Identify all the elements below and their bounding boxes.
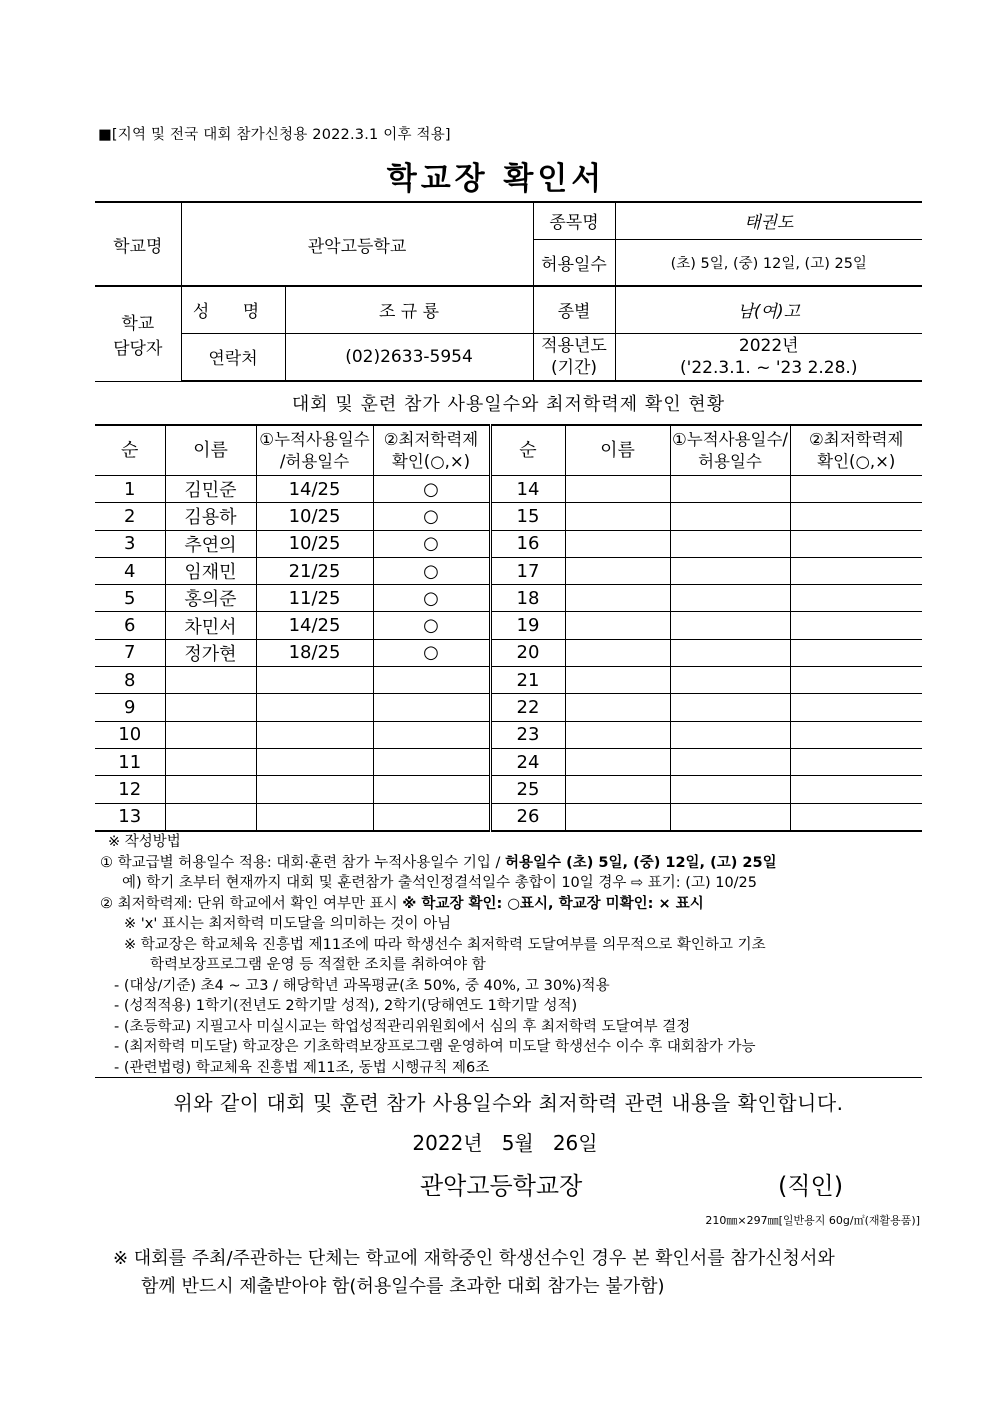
detail-2: - (성적적용) 1학기(전년도 2학기말 성적), 2학기(당해연도 1학기말 성적) xyxy=(114,998,578,1014)
cell-days2 xyxy=(670,667,790,694)
paper-spec: 210㎜×297㎜[일반용지 60g/㎡(재활용품)] xyxy=(705,1214,920,1227)
cell-days: 14/25 xyxy=(256,612,373,639)
cell-days xyxy=(256,721,373,748)
col-no-header: 순 xyxy=(95,425,165,476)
col-days2-header-line1: ①누적사용일수/ xyxy=(672,429,788,449)
cell-days2 xyxy=(670,748,790,775)
cell-days: 21/25 xyxy=(256,557,373,584)
cell-name2 xyxy=(565,612,670,639)
name-value: 조 규 룡 xyxy=(285,286,533,333)
cell-days2 xyxy=(670,639,790,666)
cell-check: ○ xyxy=(373,557,490,584)
cell-check: ○ xyxy=(373,476,490,503)
note-1-example: 예) 학기 초부터 현재까지 대회 및 훈련참가 출석인정결석일수 총합이 10일 경우 ⇨ 표기: (고) 10/25 xyxy=(122,875,758,891)
cell-name2 xyxy=(565,557,670,584)
cell-name2 xyxy=(565,503,670,530)
cell-no2: 18 xyxy=(490,585,565,612)
name-label: 성 명 xyxy=(181,286,285,333)
col-academic2-header-line2: 확인(○,×) xyxy=(817,451,896,471)
cell-no: 7 xyxy=(95,639,165,666)
cell-days xyxy=(256,667,373,694)
detail-1: - (대상/기준) 초4 ~ 고3 / 해당학년 과목평균(초 50%, 중 40%, 고 30%)적용 xyxy=(114,977,610,994)
cell-no2: 23 xyxy=(490,721,565,748)
notes-divider xyxy=(95,1077,922,1078)
cell-check xyxy=(373,776,490,803)
col-days2-header xyxy=(670,425,790,476)
cell-check2 xyxy=(790,476,922,503)
note-2-text: ② 최저학력제: 단위 학교에서 확인 여부만 표시 xyxy=(100,895,403,912)
cell-check2 xyxy=(790,803,922,831)
cell-check2 xyxy=(790,748,922,775)
cell-check2 xyxy=(790,639,922,666)
table-row xyxy=(95,776,922,803)
cell-no2: 25 xyxy=(490,776,565,803)
cell-name2 xyxy=(565,667,670,694)
cell-check xyxy=(373,748,490,775)
cell-no: 10 xyxy=(95,721,165,748)
manager-label xyxy=(95,286,181,381)
note-1 xyxy=(100,853,777,874)
cell-name xyxy=(165,667,256,694)
cell-no: 6 xyxy=(95,612,165,639)
cell-name: 임재민 xyxy=(165,557,256,584)
cell-name: 홍의준 xyxy=(165,585,256,612)
col-days-header-line2: /허용일수 xyxy=(279,451,350,471)
table-row xyxy=(95,639,922,666)
cell-no2: 15 xyxy=(490,503,565,530)
cell-no: 11 xyxy=(95,748,165,775)
cell-name xyxy=(165,694,256,721)
cell-days2 xyxy=(670,721,790,748)
cell-no: 2 xyxy=(95,503,165,530)
info-table xyxy=(95,201,922,382)
col-academic2-header-line1: ②최저학력제 xyxy=(809,429,904,449)
notes-heading: ※ 작성방법 xyxy=(108,834,181,850)
cell-no: 9 xyxy=(95,694,165,721)
sport-value: 태권도 xyxy=(615,202,922,239)
cell-days2 xyxy=(670,503,790,530)
note-2-duty-1: ※ 학교장은 학교체육 진흥법 제11조에 따라 학생선수 최저학력 도달여부를 의무적으로 확인하고 기초 xyxy=(124,936,766,953)
cell-check2 xyxy=(790,667,922,694)
col-academic2-header xyxy=(790,425,922,476)
seal-label: (직인) xyxy=(778,1172,844,1200)
cell-check2 xyxy=(790,721,922,748)
days-label: 허용일수 xyxy=(533,239,615,286)
table-row xyxy=(95,503,922,530)
table-row xyxy=(95,612,922,639)
cell-days: 18/25 xyxy=(256,639,373,666)
footer-line-1: ※ 대회를 주최/주관하는 단체는 학교에 재학중인 학생선수인 경우 본 확인서를 참가신청서와 xyxy=(113,1248,835,1269)
note-1-text: ① 학교급별 허용일수 적용: 대회·훈련 참가 누적사용일수 기입 / xyxy=(100,854,506,871)
cell-days2 xyxy=(670,530,790,557)
year-label xyxy=(533,333,615,381)
detail-5: - (관련법령) 학교체육 진흥법 제11조, 동법 시행규칙 제6조 xyxy=(114,1059,490,1076)
date: 2022년 5월 26일 xyxy=(412,1131,598,1155)
document-title: 학교장 확인서 xyxy=(386,161,606,197)
cell-days2 xyxy=(670,612,790,639)
cell-name xyxy=(165,776,256,803)
cell-days2 xyxy=(670,776,790,803)
cell-no: 3 xyxy=(95,530,165,557)
year-value xyxy=(615,333,922,381)
table-row xyxy=(95,667,922,694)
cell-days xyxy=(256,748,373,775)
year-label-line2: (기간) xyxy=(550,357,598,378)
cell-days: 10/25 xyxy=(256,530,373,557)
col-academic-header-line1: ②최저학력제 xyxy=(383,429,479,449)
cell-check2 xyxy=(790,503,922,530)
note-1-bold: 허용일수 (초) 5일, (중) 12일, (고) 25일 xyxy=(505,854,777,871)
cell-check: ○ xyxy=(373,585,490,612)
sport-label: 종목명 xyxy=(533,202,615,239)
cell-no2: 24 xyxy=(490,748,565,775)
manager-label-line1: 학교 xyxy=(121,313,155,334)
detail-3: - (초등학교) 지필고사 미실시교는 학업성적관리위원회에서 심의 후 최저학력 도달여부 결정 xyxy=(114,1018,691,1035)
note-2-x: ※ 'x' 표시는 최저학력 미도달을 의미하는 것이 아님 xyxy=(124,916,452,932)
table-row xyxy=(95,748,922,775)
table-row xyxy=(95,557,922,584)
cell-no: 4 xyxy=(95,557,165,584)
cell-check: ○ xyxy=(373,639,490,666)
school-label: 학교명 xyxy=(95,202,181,286)
cell-check xyxy=(373,667,490,694)
table-row xyxy=(95,476,922,503)
cell-check2 xyxy=(790,694,922,721)
cell-days2 xyxy=(670,476,790,503)
col-days-header xyxy=(256,425,373,476)
table-row xyxy=(95,803,922,831)
cell-check2 xyxy=(790,585,922,612)
cell-name xyxy=(165,803,256,831)
cell-days xyxy=(256,803,373,831)
col-days-header-line1: ①누적사용일수 xyxy=(259,429,370,449)
gender-label: 종별 xyxy=(533,286,615,333)
manager-label-line2: 담당자 xyxy=(113,338,163,359)
header-note: ■[지역 및 전국 대회 참가신청용 2022.3.1 이후 적용] xyxy=(98,127,451,143)
note-2-duty-2: 학력보장프로그램 운영 등 적절한 조치를 취하여야 함 xyxy=(150,957,486,973)
gender-value: 남(여)고 xyxy=(615,286,922,333)
year-label-line1: 적용년도 xyxy=(541,335,607,356)
cell-check xyxy=(373,803,490,831)
cell-days: 11/25 xyxy=(256,585,373,612)
contact-label: 연락처 xyxy=(181,333,285,381)
cell-name: 정가현 xyxy=(165,639,256,666)
table-row xyxy=(95,721,922,748)
notes-block xyxy=(100,832,777,1078)
cell-name2 xyxy=(565,721,670,748)
cell-check: ○ xyxy=(373,503,490,530)
cell-days2 xyxy=(670,803,790,831)
cell-days2 xyxy=(670,585,790,612)
cell-no: 8 xyxy=(95,667,165,694)
detail-4: - (최저학력 미도달) 학교장은 기초학력보장프로그램 운영하여 미도달 학생선수 이수 후 대회참가 가능 xyxy=(114,1039,756,1055)
footer-line-2: 함께 반드시 제출받아야 함(허용일수를 초과한 대회 참가는 불가함) xyxy=(141,1276,665,1297)
cell-name2 xyxy=(565,776,670,803)
cell-days xyxy=(256,776,373,803)
cell-days: 10/25 xyxy=(256,503,373,530)
cell-no: 12 xyxy=(95,776,165,803)
cell-name: 차민서 xyxy=(165,612,256,639)
cell-name2 xyxy=(565,639,670,666)
col-academic-header-line2: 확인(○,×) xyxy=(391,451,471,471)
confirm-text: 위와 같이 대회 및 훈련 참가 사용일수와 최저학력 관련 내용을 확인합니다. xyxy=(173,1091,844,1115)
cell-check2 xyxy=(790,530,922,557)
col-no2-header: 순 xyxy=(490,425,565,476)
cell-days2 xyxy=(670,557,790,584)
contact-value: (02)2633-5954 xyxy=(285,333,533,381)
cell-no2: 14 xyxy=(490,476,565,503)
note-2 xyxy=(100,894,777,915)
cell-no: 5 xyxy=(95,585,165,612)
school-value: 관악고등학교 xyxy=(181,202,533,286)
cell-name2 xyxy=(565,748,670,775)
cell-no2: 20 xyxy=(490,639,565,666)
cell-no: 1 xyxy=(95,476,165,503)
cell-name: 김민준 xyxy=(165,476,256,503)
col-name2-header: 이름 xyxy=(565,425,670,476)
cell-name2 xyxy=(565,694,670,721)
year-value-main: 2022년 xyxy=(738,335,799,356)
col-days2-header-line2: 허용일수 xyxy=(698,451,762,471)
roster-header-row xyxy=(95,425,922,476)
roster-table xyxy=(95,424,922,832)
cell-no2: 26 xyxy=(490,803,565,831)
table-row xyxy=(95,585,922,612)
cell-name2 xyxy=(565,803,670,831)
col-name-header: 이름 xyxy=(165,425,256,476)
col-academic-header xyxy=(373,425,490,476)
cell-no2: 17 xyxy=(490,557,565,584)
cell-name2 xyxy=(565,530,670,557)
cell-no2: 21 xyxy=(490,667,565,694)
footer-note xyxy=(113,1245,835,1301)
cell-check2 xyxy=(790,557,922,584)
cell-no2: 16 xyxy=(490,530,565,557)
cell-check: ○ xyxy=(373,530,490,557)
cell-name2 xyxy=(565,585,670,612)
period-value: ('22.3.1. ~ '23 2.28.) xyxy=(680,357,858,378)
cell-name: 김용하 xyxy=(165,503,256,530)
cell-check2 xyxy=(790,612,922,639)
table-row xyxy=(95,530,922,557)
cell-check: ○ xyxy=(373,612,490,639)
cell-check2 xyxy=(790,776,922,803)
table-row xyxy=(95,694,922,721)
cell-name: 추연의 xyxy=(165,530,256,557)
cell-name2 xyxy=(565,476,670,503)
days-value: (초) 5일, (중) 12일, (고) 25일 xyxy=(615,239,922,286)
cell-no: 13 xyxy=(95,803,165,831)
cell-days xyxy=(256,694,373,721)
cell-days2 xyxy=(670,694,790,721)
section-title: 대회 및 훈련 참가 사용일수와 최저학력제 확인 현황 xyxy=(291,394,726,415)
cell-no2: 19 xyxy=(490,612,565,639)
cell-days: 14/25 xyxy=(256,476,373,503)
cell-name xyxy=(165,748,256,775)
cell-check xyxy=(373,694,490,721)
principal-name: 관악고등학교장 xyxy=(420,1172,583,1200)
note-2-bold: ※ 학교장 확인: ○표시, 학교장 미확인: × 표시 xyxy=(402,895,704,912)
cell-no2: 22 xyxy=(490,694,565,721)
cell-name xyxy=(165,721,256,748)
cell-check xyxy=(373,721,490,748)
